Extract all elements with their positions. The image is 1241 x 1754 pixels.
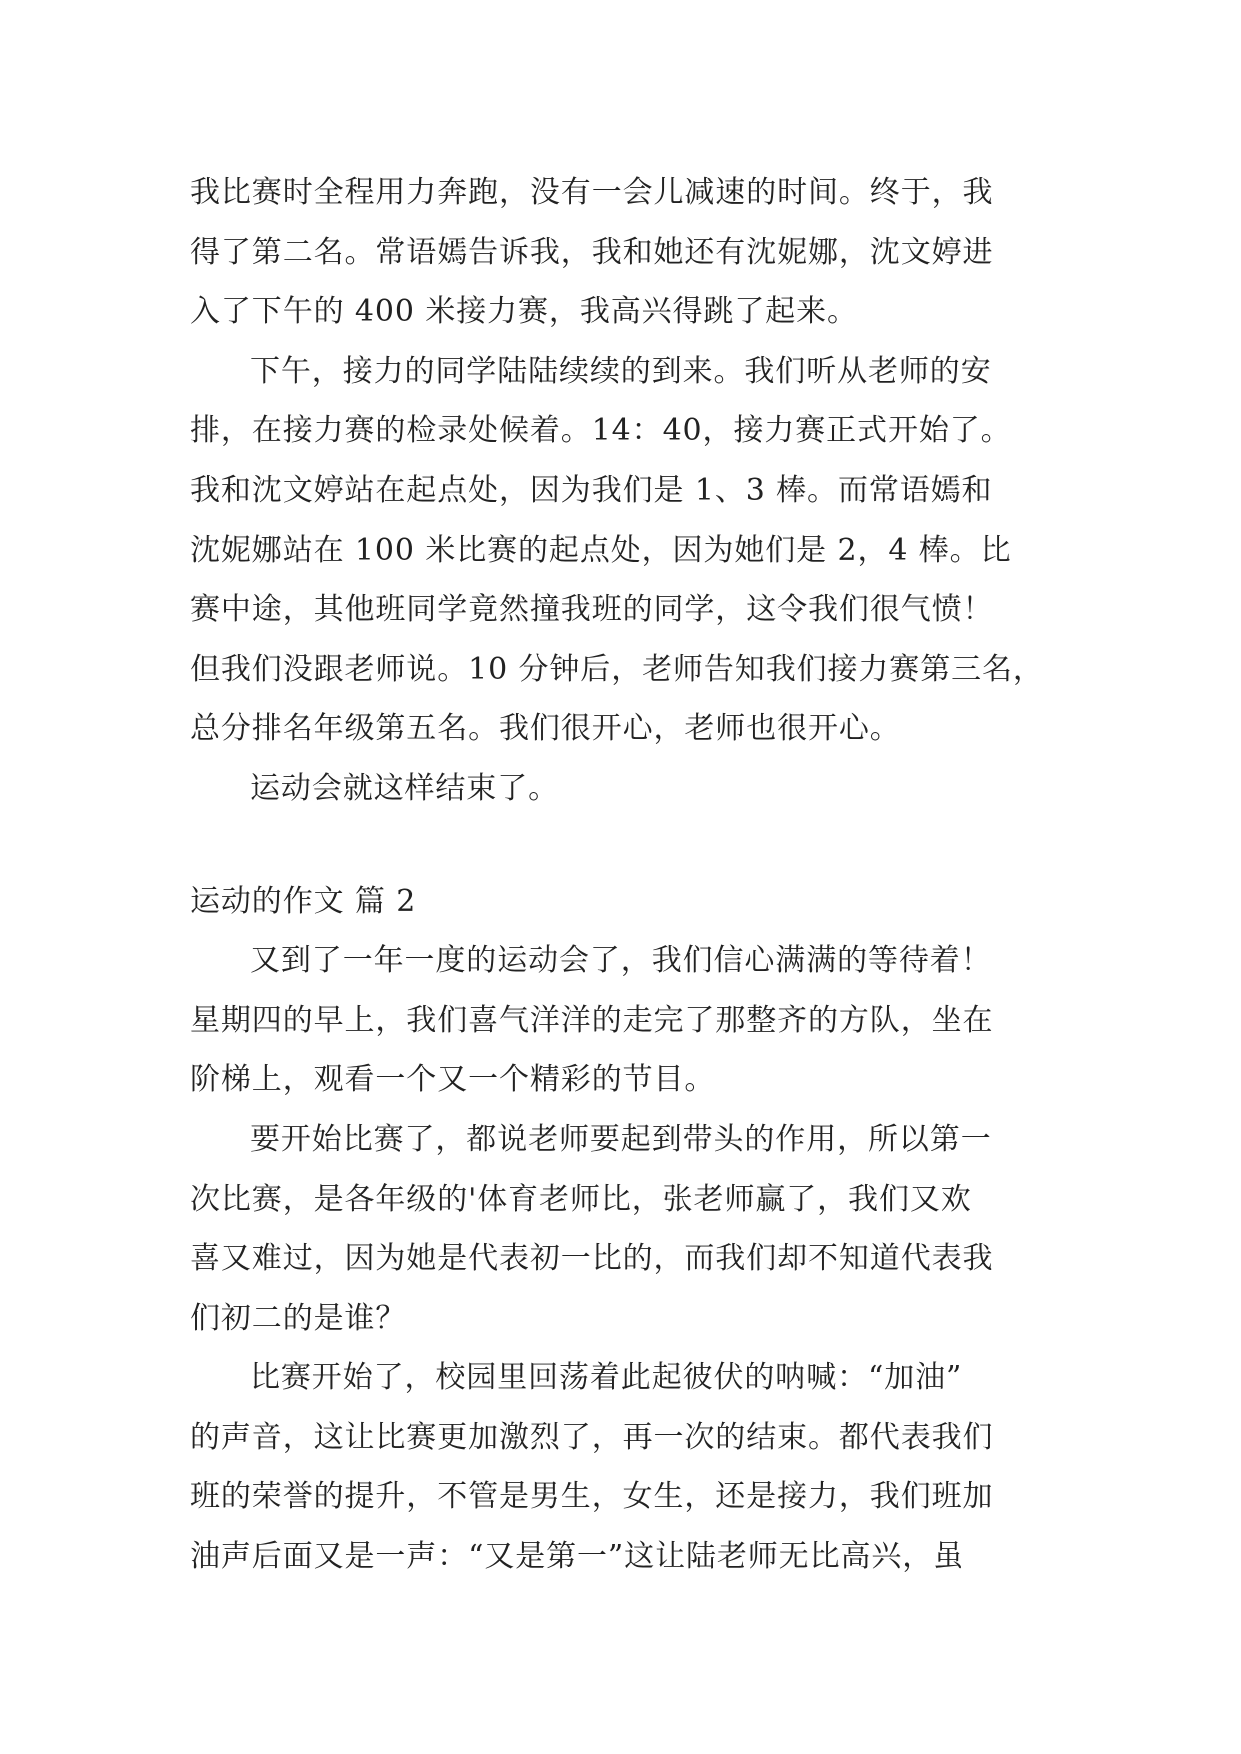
paragraph-competition bbox=[190, 1348, 1052, 1586]
text-line: 比赛开始了，校园里回荡着此起彼伏的呐喊：“加油” bbox=[250, 1360, 963, 1396]
text-line: 次比赛，是各年级的'体育老师比，张老师赢了，我们又欢 bbox=[190, 1181, 972, 1217]
paragraph-relay-race bbox=[190, 342, 1052, 759]
section-title: 运动的作文 篇 2 bbox=[190, 883, 417, 919]
paragraph-teacher-race bbox=[190, 1110, 1052, 1348]
text-line: 我和沈文婷站在起点处，因为我们是 1、3 棒。而常语嫣和 bbox=[190, 472, 993, 508]
text-line: 星期四的早上，我们喜气洋洋的走完了那整齐的方队，坐在 bbox=[190, 1002, 994, 1038]
text-line: 得了第二名。常语嫣告诉我，我和她还有沈妮娜，沈文婷进 bbox=[190, 234, 994, 270]
text-line: 入了下午的 400 米接力赛，我高兴得跳了起来。 bbox=[190, 294, 858, 330]
text-line: 要开始比赛了，都说老师要起到带头的作用，所以第一 bbox=[250, 1121, 992, 1157]
text-line: 赛中途，其他班同学竟然撞我班的同学，这令我们很气愤！ bbox=[190, 592, 994, 628]
text-line: 们初二的是谁？ bbox=[190, 1300, 407, 1336]
text-line: 下午，接力的同学陆陆续续的到来。我们听从老师的安 bbox=[250, 353, 992, 389]
text-line: 班的荣誉的提升，不管是男生，女生，还是接力，我们班加 bbox=[190, 1479, 994, 1515]
text-line: 又到了一年一度的运动会了，我们信心满满的等待着！ bbox=[250, 943, 992, 979]
text-line: 沈妮娜站在 100 米比赛的起点处，因为她们是 2，4 棒。比 bbox=[190, 532, 1012, 568]
document-body bbox=[190, 163, 1052, 1587]
text-line: 总分排名年级第五名。我们很开心，老师也很开心。 bbox=[190, 711, 901, 747]
text-line: 排，在接力赛的检录处候着。14：40，接力赛正式开始了。 bbox=[190, 413, 1012, 449]
text-line: 喜又难过，因为她是代表初一比的，而我们却不知道代表我 bbox=[190, 1241, 994, 1277]
paragraph-race-result bbox=[190, 163, 1052, 342]
text-line: 油声后面又是一声：“又是第一”这让陆老师无比高兴，虽 bbox=[190, 1539, 965, 1575]
text-line: 的声音，这让比赛更加激烈了，再一次的结束。都代表我们 bbox=[190, 1419, 994, 1455]
section-gap bbox=[190, 819, 1052, 872]
text-line: 阶梯上，观看一个又一个精彩的节目。 bbox=[190, 1062, 716, 1098]
text-line: 运动会就这样结束了。 bbox=[250, 770, 559, 806]
text-line: 我比赛时全程用力奔跑，没有一会儿减速的时间。终于，我 bbox=[190, 175, 994, 210]
paragraph-ending bbox=[190, 759, 1052, 819]
text-line: 但我们没跟老师说。10 分钟后，老师告知我们接力赛第三名， bbox=[190, 651, 1044, 687]
paragraph-sports-meet-intro bbox=[190, 931, 1052, 1110]
